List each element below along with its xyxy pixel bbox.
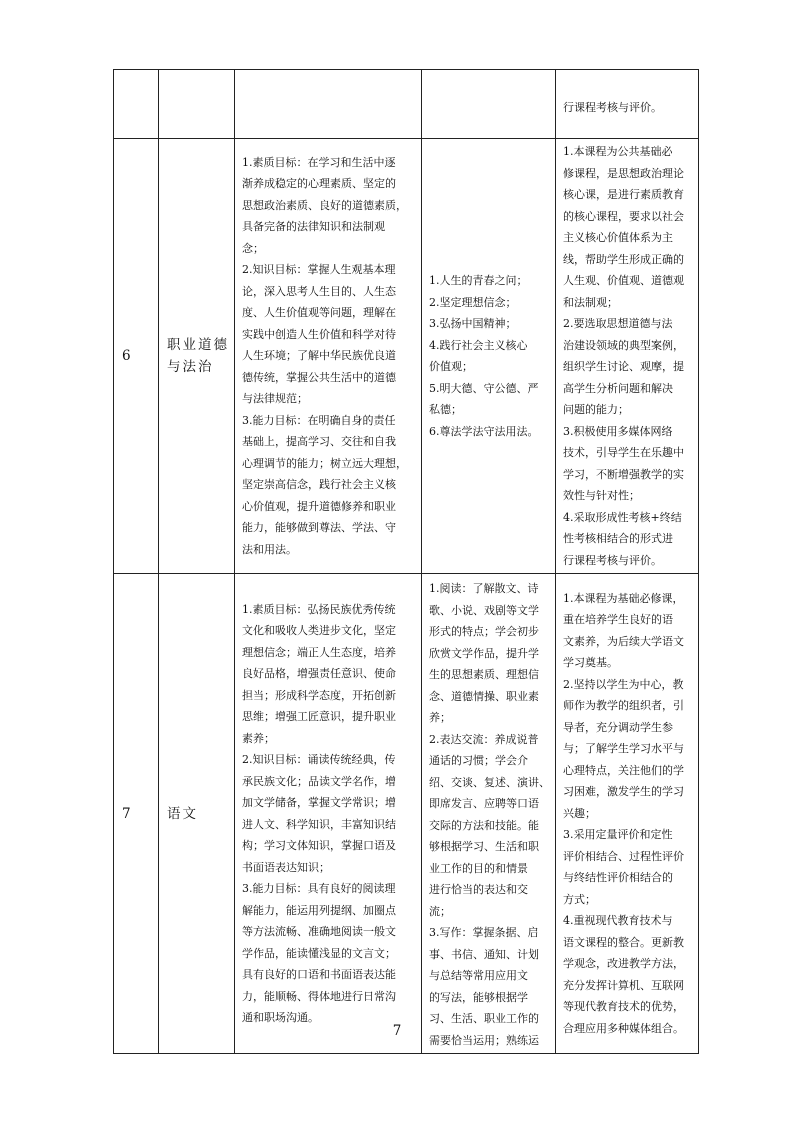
course-content: 1.人生的青春之问； 2.坚定理想信念； 3.弘扬中国精神； 4.践行社会主义核心 价值观； 5.明大德、守公德、严 私德； 6.尊法学法守法用法。 [429,274,539,438]
course-number-cell [114,139,159,574]
table-row [114,70,699,139]
course-number [114,102,158,106]
curriculum-table [113,69,699,1054]
course-goals: 1.素质目标：在学习和生活中逐 渐养成稳定的心理素质、坚定的 思想政治素质、良好的道德素质， 具备完备的法律知识和法制观 念； 2.知识目标：掌握人生观基本理 论，深入思考人生目的、人生态 度、人生价值观等问题，理解在 实践中创造人生价值和科学对待 人生环境；了解中华民族优良道 德传统，掌握公共生活中的道德 与法律规范； 3.能力目标：在明确自身的责任 基础上，提高学习、交往和自我 心理调节的能力；树立远大理想， 坚定崇高信念，践行社会主义核 心价值观，提升道德修养和职业 能力，能够做到尊法、学法、守 法和用法。 [242,155,407,556]
course-goals [235,102,421,106]
course-requirements: 1.本课程为基础必修课， 重在培养学生良好的语 文素养，为后续大学语文 学习奠基。 2.坚持以学生为中心，教 师作为教学的组织者，引 导者，充分调动学生参 与；了解学生学习水平与 心理特点，关注他们的学 习困难，激发学生的学习 兴趣； 3.采用定量评价和定性 评价相结合、过程性评价 与终结性评价相结合的 方式； 4.重视现代教育技术与 语文课程的整合。更新教 学观念，改进教学方法， 充分发挥计算机、互联网 等现代教育技术的优势， 合理应用多种媒体组合。 [563,591,684,1035]
course-number: 7 [122,805,131,822]
course-requirements: 行课程考核与评价。 [563,101,662,114]
course-number-cell [114,574,159,1054]
course-number: 6 [122,348,131,364]
course-name [159,102,234,106]
course-goals-cell [235,574,422,1054]
course-name-cell [159,574,235,1054]
course-content-cell [422,574,556,1054]
course-name-cell [159,70,235,139]
course-goals: 1.素质目标：弘扬民族优秀传统 文化和吸收人类进步文化，坚定 理想信念；端正人生态度，培养 良好品格，增强责任意识、使命 担当；形成科学态度，开拓创新 思维；增强工匠意识，提升职业 素养； 2.知识目标：诵读传统经典，传 承民族文化；品读文学名作，增 加文学储备，掌握文学常识；增 进人文、科学知识，丰富知识结 构；学习文体知识，掌握口语及 书面语表达知识； 3.能力目标：具有良好的阅读理 解能力，能运用列提纲、加圈点 等方法流畅、准确地阅读一般文 学作品，能读懂浅显的文言文； 具有良好的口语和书面语表达能 力，能顺畅、得体地进行日常沟 通和职场沟通。 [242,602,396,1024]
course-content-cell [422,70,556,139]
course-content-cell [422,139,556,574]
course-requirements-cell [556,139,699,574]
course-requirements: 1.本课程为公共基础必 修课程，是思想政治理论 核心课，是进行素质教育 的核心课程，要求以社会 主义核心价值体系为主 线，帮助学生形成正确的 人生观、价值观、道德观 和法制观； 2.要选取思想道德与法 治建设领域的典型案例， 组织学生讨论、观摩，提 高学生分析问题和解决 问题的能力； 3.积极使用多媒体网络 技术，引导学生在乐趣中 学习，不断增强教学的实 效性与针对性； 4.采取形成性考核+终结 性考核相结合的形式进 行课程考核与评价。 [563,145,684,567]
course-requirements-cell [556,70,699,139]
page-number: 7 [392,1023,402,1039]
course-goals-cell [235,70,422,139]
course-name: 职业道德 与法治 [167,337,229,375]
table-row [114,139,699,574]
table-row [114,574,699,1054]
course-content: 1.阅读：了解散文、诗 歌、小说、戏剧等文学 形式的特点；学会初步 欣赏文学作品，提升学 生的思想素质、理想信 念、道德情操、职业素 养； 2.表达交流：养成说普 通话的习惯；学会介 绍、交谈、复述、演讲、 即席发言、应聘等口语 交际的方法和技能。能 够根据学习、生活和职 业工作的目的和情景 进行恰当的表达和交 流； 3.写作：掌握条据、启 事、书信、通知、计划 与总结等常用应用文 的写法，能够根据学 习、生活、职业工作的 需要恰当运用；熟练运 [429,582,550,1047]
course-name: 语文 [167,805,198,822]
course-name-cell [159,139,235,574]
course-content [422,102,555,106]
course-number-cell [114,70,159,139]
course-goals-cell [235,139,422,574]
course-requirements-cell [556,574,699,1054]
